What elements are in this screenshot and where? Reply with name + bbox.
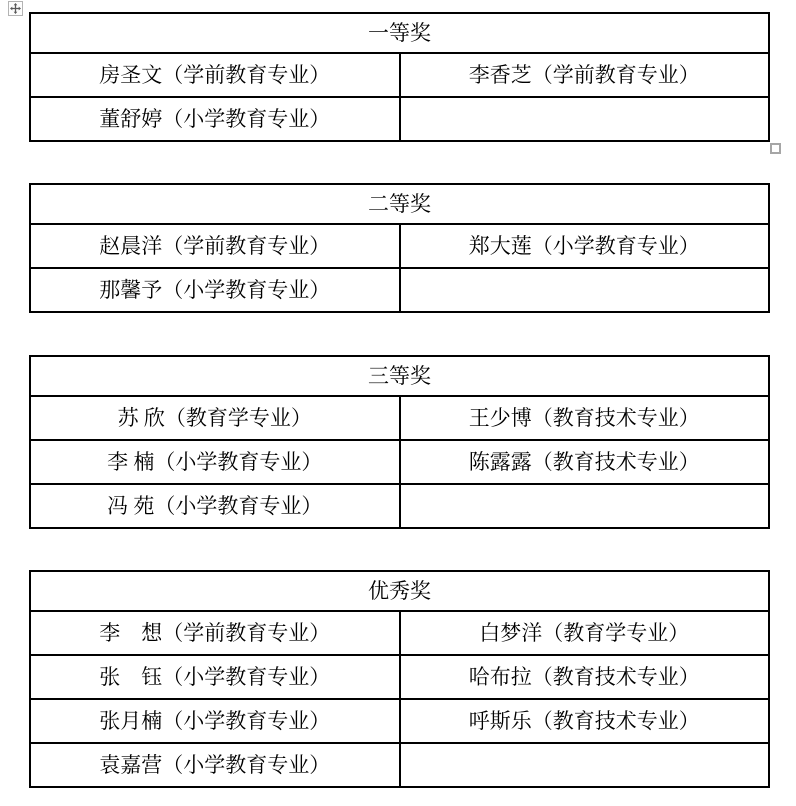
winner-cell[interactable]: 呼斯乐（教育技术专业） bbox=[400, 699, 770, 743]
winner-cell[interactable]: 那馨予（小学教育专业） bbox=[30, 268, 400, 312]
winner-cell[interactable]: 董舒婷（小学教育专业） bbox=[30, 97, 400, 141]
winner-cell[interactable]: 白梦洋（教育学专业） bbox=[400, 611, 770, 655]
winner-cell[interactable]: 李香芝（学前教育专业） bbox=[400, 53, 770, 97]
winner-cell[interactable]: 冯 苑（小学教育专业） bbox=[30, 484, 400, 528]
winner-cell[interactable]: 苏 欣（教育学专业） bbox=[30, 396, 400, 440]
table-title-second-prize[interactable]: 二等奖 bbox=[30, 184, 769, 224]
winner-cell[interactable]: 李 楠（小学教育专业） bbox=[30, 440, 400, 484]
award-table-first-prize bbox=[29, 12, 770, 142]
winner-cell[interactable] bbox=[400, 97, 770, 141]
winner-cell[interactable]: 陈露露（教育技术专业） bbox=[400, 440, 770, 484]
table-resize-handle[interactable] bbox=[770, 143, 781, 154]
table-move-handle[interactable] bbox=[8, 1, 23, 16]
winner-cell[interactable] bbox=[400, 743, 770, 787]
award-table-excellence-award bbox=[29, 570, 770, 788]
winner-cell[interactable]: 赵晨洋（学前教育专业） bbox=[30, 224, 400, 268]
move-arrows-icon bbox=[10, 3, 21, 14]
table-title-excellence-award[interactable]: 优秀奖 bbox=[30, 571, 769, 611]
winner-cell[interactable]: 哈布拉（教育技术专业） bbox=[400, 655, 770, 699]
winner-cell[interactable]: 张 钰（小学教育专业） bbox=[30, 655, 400, 699]
winner-cell[interactable]: 王少博（教育技术专业） bbox=[400, 396, 770, 440]
winner-cell[interactable] bbox=[400, 484, 770, 528]
winner-cell[interactable]: 李 想（学前教育专业） bbox=[30, 611, 400, 655]
winner-cell[interactable] bbox=[400, 268, 770, 312]
winner-cell[interactable]: 郑大莲（小学教育专业） bbox=[400, 224, 770, 268]
winner-cell[interactable]: 袁嘉营（小学教育专业） bbox=[30, 743, 400, 787]
award-table-third-prize bbox=[29, 355, 770, 529]
winner-cell[interactable]: 张月楠（小学教育专业） bbox=[30, 699, 400, 743]
table-title-third-prize[interactable]: 三等奖 bbox=[30, 356, 769, 396]
award-table-second-prize bbox=[29, 183, 770, 313]
winner-cell[interactable]: 房圣文（学前教育专业） bbox=[30, 53, 400, 97]
table-title-first-prize[interactable]: 一等奖 bbox=[30, 13, 769, 53]
